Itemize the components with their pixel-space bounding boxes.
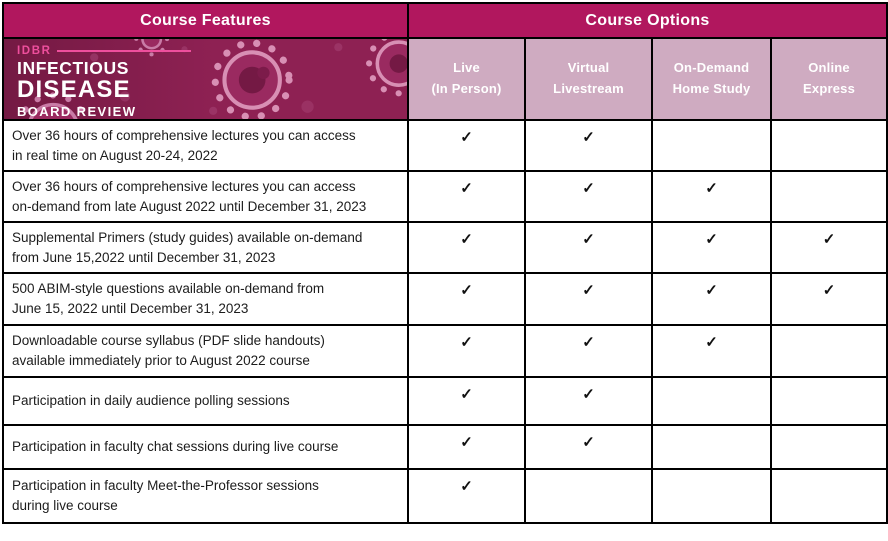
- check-cell: ✓: [408, 469, 525, 523]
- column-header-online-express: [771, 38, 887, 120]
- check-cell: ✓: [652, 222, 771, 273]
- column-header-live-line2: (In Person): [431, 81, 502, 96]
- check-cell: ✓: [408, 120, 525, 171]
- check-cell: ✓: [525, 377, 652, 425]
- column-header-live: [408, 38, 525, 120]
- feature-text-line: during live course: [12, 498, 118, 513]
- logo-rule: [57, 50, 191, 52]
- feature-cell: [3, 325, 408, 377]
- idbr-logo: [17, 45, 191, 120]
- top-header-row: [3, 3, 887, 38]
- feature-text-line: in real time on August 20-24, 2022: [12, 147, 218, 163]
- check-cell: ✓: [652, 325, 771, 377]
- feature-text-line: Supplemental Primers (study guides) available on-demand: [12, 229, 363, 245]
- table-row: [3, 377, 887, 425]
- check-cell: ✓: [771, 273, 887, 325]
- table-row: [3, 120, 887, 171]
- column-header-virtual-line2: Livestream: [553, 81, 624, 96]
- check-cell: [652, 120, 771, 171]
- course-features-header: Course Features: [3, 3, 408, 38]
- logo-title-line3: BOARD REVIEW: [17, 104, 137, 120]
- table-row: [3, 222, 887, 273]
- feature-text-line: June 15, 2022 until December 31, 2023: [12, 301, 249, 316]
- feature-text-line: 500 ABIM-style questions available on-demand from: [12, 281, 325, 297]
- check-cell: [525, 469, 652, 523]
- table-row: [3, 469, 887, 523]
- check-cell: [771, 377, 887, 425]
- check-cell: ✓: [525, 325, 652, 377]
- logo-title-line2: DISEASE: [17, 76, 131, 104]
- check-cell: ✓: [525, 120, 652, 171]
- check-cell: ✓: [408, 425, 525, 469]
- course-options-header: Course Options: [408, 3, 887, 38]
- column-header-online-line1: Online: [808, 60, 850, 76]
- feature-text-line: from June 15,2022 until December 31, 2023: [12, 249, 276, 265]
- table-row: [3, 273, 887, 325]
- check-cell: [652, 377, 771, 425]
- check-cell: ✓: [525, 171, 652, 222]
- feature-text-line: Participation in faculty Meet-the-Professor sessions: [12, 478, 319, 494]
- feature-cell: [3, 120, 408, 171]
- idbr-logo-acronym: IDBR: [17, 45, 52, 57]
- column-header-ondemand-line1: On-Demand: [673, 60, 750, 76]
- check-cell: [652, 425, 771, 469]
- feature-cell: [3, 425, 408, 469]
- column-header-virtual-livestream: [525, 38, 652, 120]
- feature-text-line: on-demand from late August 2022 until December 31, 2023: [12, 198, 367, 214]
- check-cell: ✓: [408, 222, 525, 273]
- column-header-row: [3, 38, 887, 120]
- feature-cell: [3, 469, 408, 523]
- check-cell: [771, 325, 887, 377]
- check-cell: ✓: [525, 273, 652, 325]
- feature-cell: [3, 273, 408, 325]
- check-cell: [771, 171, 887, 222]
- feature-cell: [3, 377, 408, 425]
- check-cell: [771, 120, 887, 171]
- check-cell: [771, 425, 887, 469]
- feature-cell: [3, 222, 408, 273]
- column-header-online-line2: Express: [803, 81, 856, 96]
- column-header-on-demand-home-study: [652, 38, 771, 120]
- feature-text-line: Over 36 hours of comprehensive lectures you can access: [12, 127, 356, 143]
- check-cell: ✓: [525, 222, 652, 273]
- check-cell: ✓: [525, 425, 652, 469]
- check-cell: [652, 469, 771, 523]
- logo-title-line1: INFECTIOUS: [17, 58, 129, 78]
- feature-text-line: available immediately prior to August 2022 course: [12, 353, 310, 368]
- feature-text-line: Downloadable course syllabus (PDF slide handouts): [12, 333, 325, 349]
- feature-text-line: Participation in faculty chat sessions during live course: [12, 439, 339, 455]
- check-cell: ✓: [408, 171, 525, 222]
- check-cell: ✓: [408, 273, 525, 325]
- table-row: [3, 325, 887, 377]
- feature-text-line: Participation in daily audience polling sessions: [12, 393, 290, 409]
- column-header-live-line1: Live: [453, 60, 480, 76]
- course-comparison-table: [2, 2, 888, 524]
- table-row: [3, 425, 887, 469]
- feature-cell: [3, 171, 408, 222]
- check-cell: ✓: [408, 325, 525, 377]
- check-cell: ✓: [771, 222, 887, 273]
- check-cell: ✓: [652, 273, 771, 325]
- idbr-banner: [3, 38, 408, 120]
- check-cell: ✓: [408, 377, 525, 425]
- table-row: [3, 171, 887, 222]
- check-cell: [771, 469, 887, 523]
- column-header-virtual-line1: Virtual: [567, 60, 610, 76]
- column-header-ondemand-line2: Home Study: [672, 81, 751, 96]
- check-cell: ✓: [652, 171, 771, 222]
- feature-text-line: Over 36 hours of comprehensive lectures you can access: [12, 178, 356, 194]
